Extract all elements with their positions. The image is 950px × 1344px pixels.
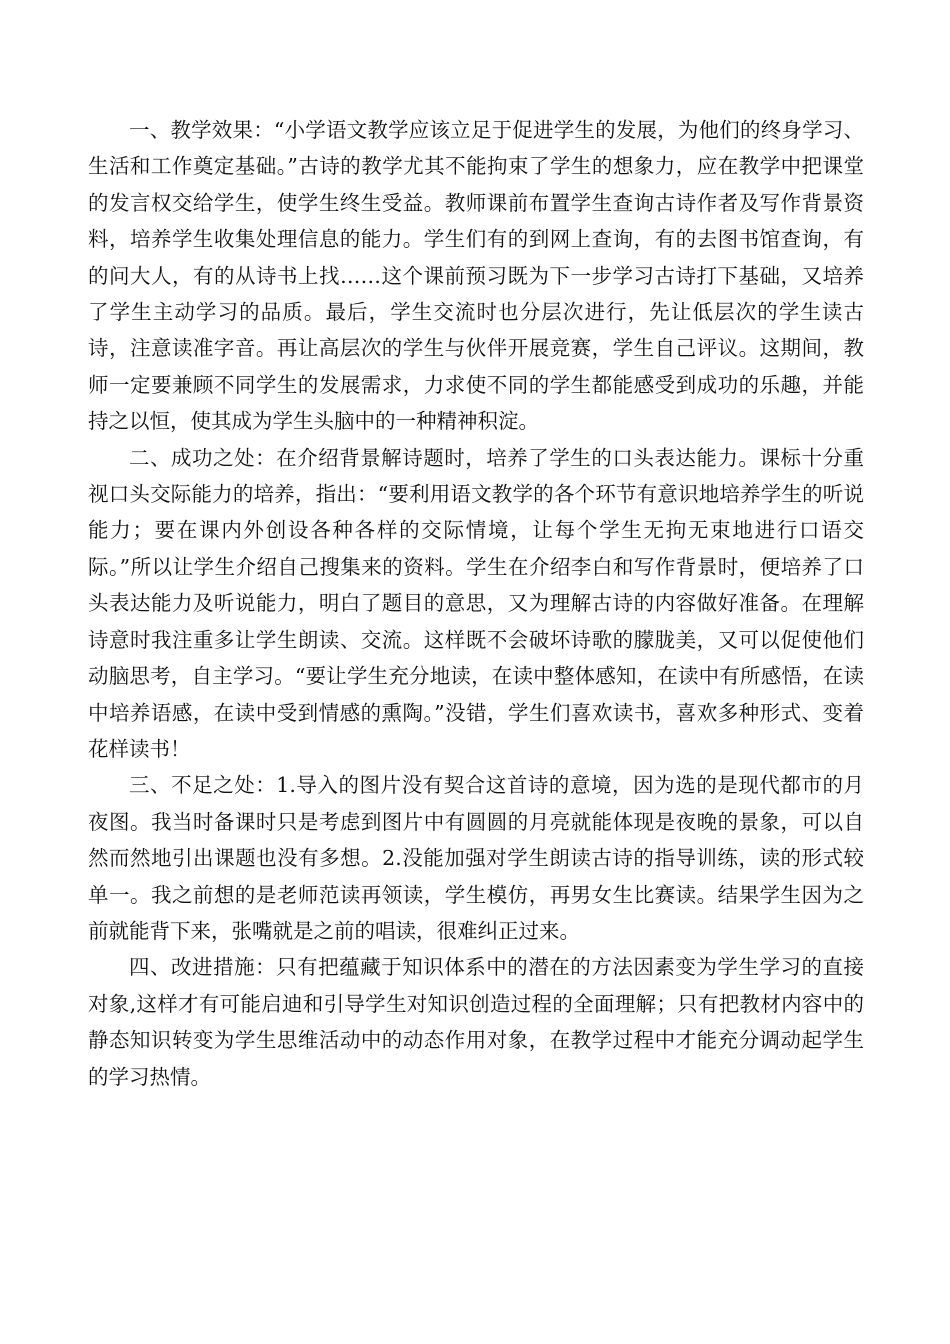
paragraph-improvements: 四、改进措施：只有把蕴藏于知识体系中的潜在的方法因素变为学生学习的直接对象,这样才有可能启迪和引导学生对知识创造过程的全面理解；只有把教材内容中的静态知识转变为学生思维活动中的动态作用对象，在教学过程中才能充分调动起学生的学习热情。	[88, 955, 864, 1089]
paragraph-successes: 二、成功之处：在介绍背景解诗题时，培养了学生的口头表达能力。课标十分重视口头交际能力的培养，指出：“要利用语文教学的各个环节有意识地培养学生的听说能力；要在课内外创设各种各样的交际情境，让每个学生无拘无束地进行口语交际。”所以让学生介绍自己搜集来的资料。学生在介绍李白和写作背景时，便培养了口头表达能力及听说能力，明白了题目的意思，又为理解古诗的内容做好准备。在理解诗意时我注重多让学生朗读、交流。这样既不会破坏诗歌的朦胧美，又可以促使他们动脑思考，自主学习。“要让学生充分地读，在读中整体感知，在读中有所感悟，在读中培养语感，在读中受到情感的熏陶。”没错，学生们喜欢读书，喜欢多种形式、变着花样读书！	[88, 445, 864, 761]
document-body	[88, 112, 864, 1095]
paragraph-shortcomings: 三、不足之处：1.导入的图片没有契合这首诗的意境，因为选的是现代都市的月夜图。我当时备课时只是考虑到图片中有圆圆的月亮就能体现是夜晚的景象，可以自然而然地引出课题也没有多想。2.没能加强对学生朗读古诗的指导训练，读的形式较单一。我之前想的是老师范读再领读，学生模仿，再男女生比赛读。结果学生因为之前就能背下来，张嘴就是之前的唱读，很难纠正过来。	[88, 773, 864, 943]
paragraph-teaching-effect: 一、教学效果：“小学语文教学应该立足于促进学生的发展，为他们的终身学习、生活和工作奠定基础。”古诗的教学尤其不能拘束了学生的想象力，应在教学中把课堂的发言权交给学生，使学生终生受益。教师课前布置学生查询古诗作者及写作背景资料，培养学生收集处理信息的能力。学生们有的到网上查询，有的去图书馆查询，有的问大人，有的从诗书上找……这个课前预习既为下一步学习古诗打下基础，又培养了学生主动学习的品质。最后，学生交流时也分层次进行，先让低层次的学生读古诗，注意读准字音。再让高层次的学生与伙伴开展竞赛，学生自己评议。这期间，教师一定要兼顾不同学生的发展需求，力求使不同的学生都能感受到成功的乐趣，并能持之以恒，使其成为学生头脑中的一种精神积淀。	[88, 118, 864, 434]
